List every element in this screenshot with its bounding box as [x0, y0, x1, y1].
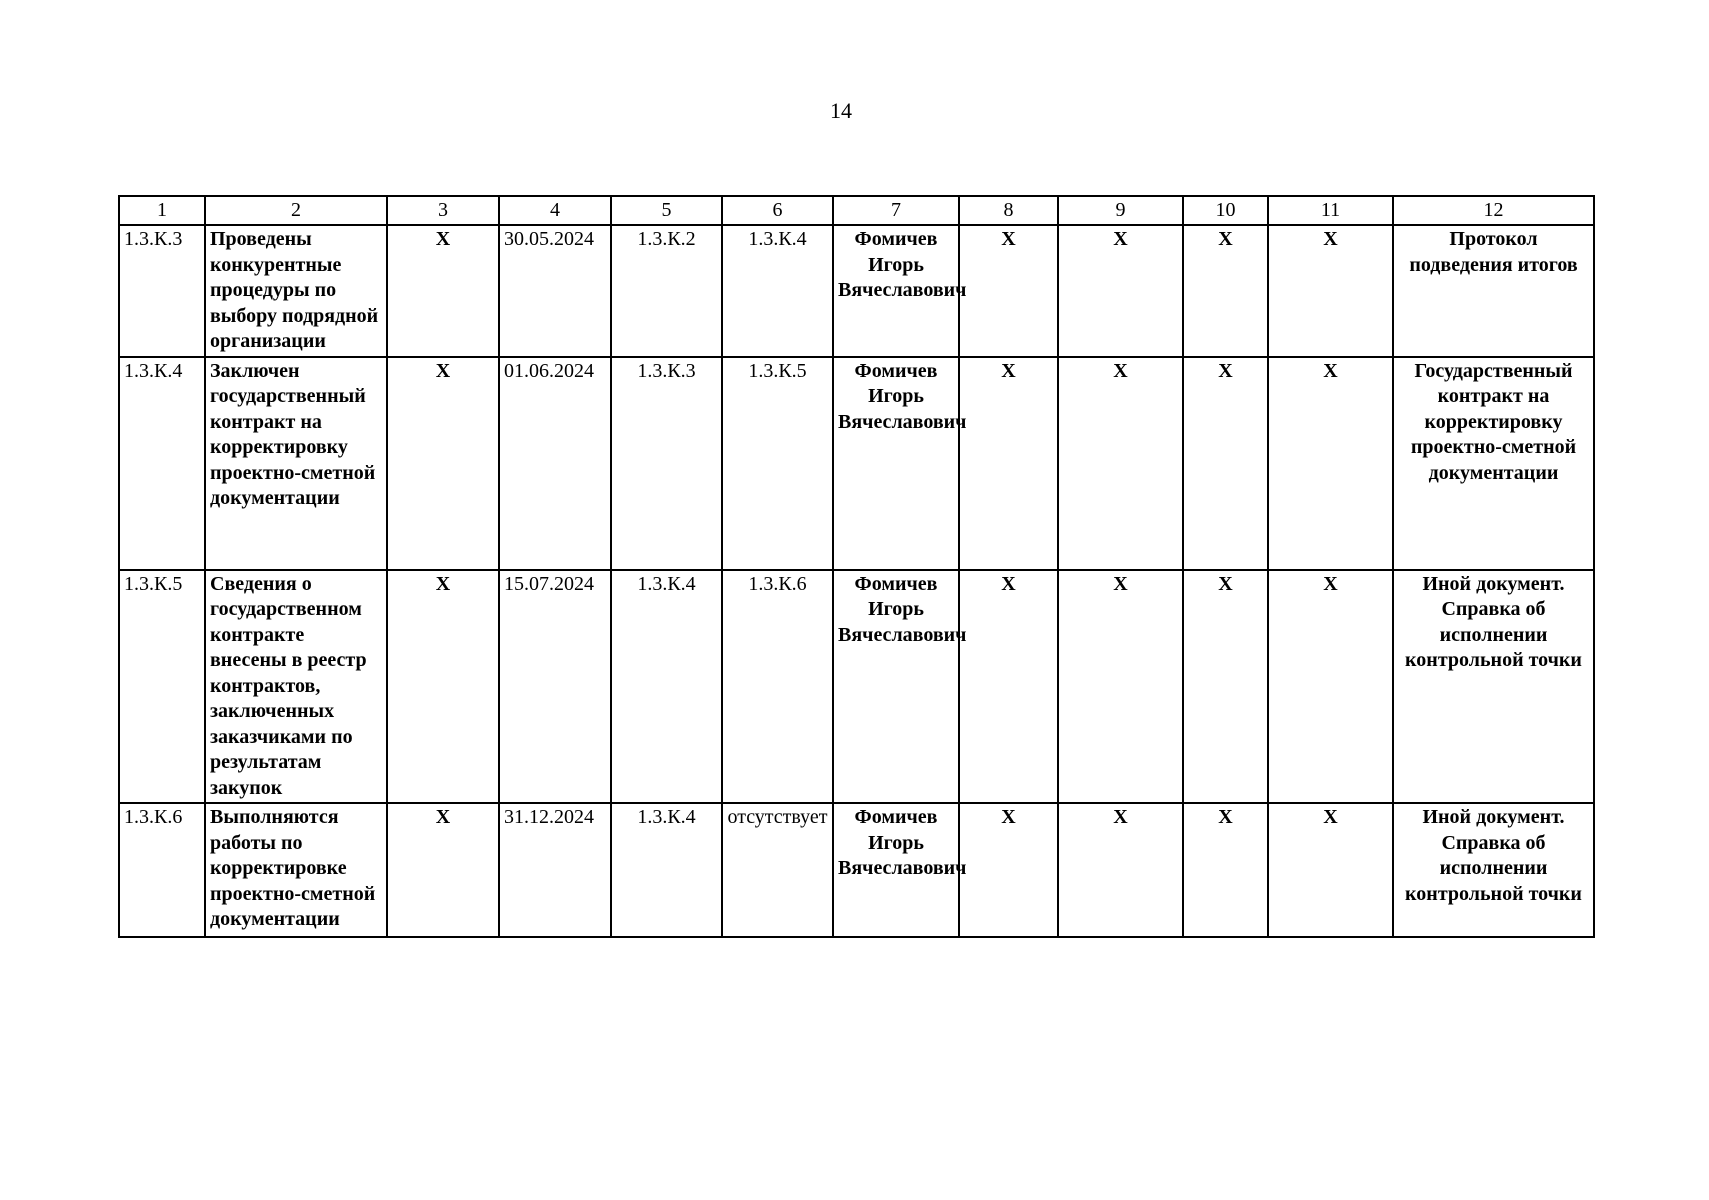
code-cell: 1.3.К.4: [119, 357, 205, 570]
prev-cell: 1.3.К.4: [611, 803, 722, 937]
col3-cell: X: [387, 225, 499, 357]
document-cell: Иной документ. Справка об исполнении контрольной точки: [1393, 570, 1594, 804]
col3-cell: X: [387, 803, 499, 937]
col8-cell: X: [959, 570, 1058, 804]
description-cell: Проведены конкурентные процедуры по выбору подрядной организации: [205, 225, 387, 357]
header-cell: 6: [722, 196, 833, 225]
header-cell: 9: [1058, 196, 1183, 225]
description-cell: Заключен государственный контракт на корректировку проектно-сметной документации: [205, 357, 387, 570]
description-cell: Выполняются работы по корректировке проектно-сметной документации: [205, 803, 387, 937]
header-cell: 3: [387, 196, 499, 225]
col10-cell: X: [1183, 225, 1268, 357]
responsible-cell: Фомичев Игорь Вячеславович: [833, 803, 959, 937]
header-cell: 5: [611, 196, 722, 225]
prev-cell: 1.3.К.2: [611, 225, 722, 357]
document-cell: Протокол подведения итогов: [1393, 225, 1594, 357]
table-row: [119, 803, 1594, 937]
description-cell: Сведения о государственном контракте внесены в реестр контрактов, заключенных заказчиками по результатам закупок: [205, 570, 387, 804]
header-cell: 10: [1183, 196, 1268, 225]
col9-cell: X: [1058, 803, 1183, 937]
header-cell: 7: [833, 196, 959, 225]
table-header-row: [119, 196, 1594, 225]
next-cell: отсутствует: [722, 803, 833, 937]
date-cell: 01.06.2024: [499, 357, 611, 570]
control-points-table: [118, 195, 1595, 938]
document-cell: Государственный контракт на корректировку проектно-сметной документации: [1393, 357, 1594, 570]
col10-cell: X: [1183, 570, 1268, 804]
col11-cell: X: [1268, 357, 1393, 570]
table-row: [119, 570, 1594, 804]
next-cell: 1.3.К.5: [722, 357, 833, 570]
document-cell: Иной документ. Справка об исполнении контрольной точки: [1393, 803, 1594, 937]
col9-cell: X: [1058, 225, 1183, 357]
table-row: [119, 225, 1594, 357]
code-cell: 1.3.К.5: [119, 570, 205, 804]
col3-cell: X: [387, 570, 499, 804]
table-row: [119, 357, 1594, 570]
responsible-cell: Фомичев Игорь Вячеславович: [833, 570, 959, 804]
prev-cell: 1.3.К.3: [611, 357, 722, 570]
col11-cell: X: [1268, 225, 1393, 357]
header-cell: 4: [499, 196, 611, 225]
col3-cell: X: [387, 357, 499, 570]
code-cell: 1.3.К.3: [119, 225, 205, 357]
col11-cell: X: [1268, 570, 1393, 804]
header-cell: 2: [205, 196, 387, 225]
prev-cell: 1.3.К.4: [611, 570, 722, 804]
col10-cell: X: [1183, 803, 1268, 937]
next-cell: 1.3.К.4: [722, 225, 833, 357]
code-cell: 1.3.К.6: [119, 803, 205, 937]
page-number: 14: [830, 98, 852, 123]
responsible-cell: Фомичев Игорь Вячеславович: [833, 357, 959, 570]
col8-cell: X: [959, 225, 1058, 357]
col8-cell: X: [959, 357, 1058, 570]
responsible-cell: Фомичев Игорь Вячеславович: [833, 225, 959, 357]
header-cell: 12: [1393, 196, 1594, 225]
date-cell: 31.12.2024: [499, 803, 611, 937]
col9-cell: X: [1058, 357, 1183, 570]
header-cell: 1: [119, 196, 205, 225]
col10-cell: X: [1183, 357, 1268, 570]
date-cell: 30.05.2024: [499, 225, 611, 357]
col11-cell: X: [1268, 803, 1393, 937]
col9-cell: X: [1058, 570, 1183, 804]
header-cell: 11: [1268, 196, 1393, 225]
date-cell: 15.07.2024: [499, 570, 611, 804]
col8-cell: X: [959, 803, 1058, 937]
next-cell: 1.3.К.6: [722, 570, 833, 804]
header-cell: 8: [959, 196, 1058, 225]
